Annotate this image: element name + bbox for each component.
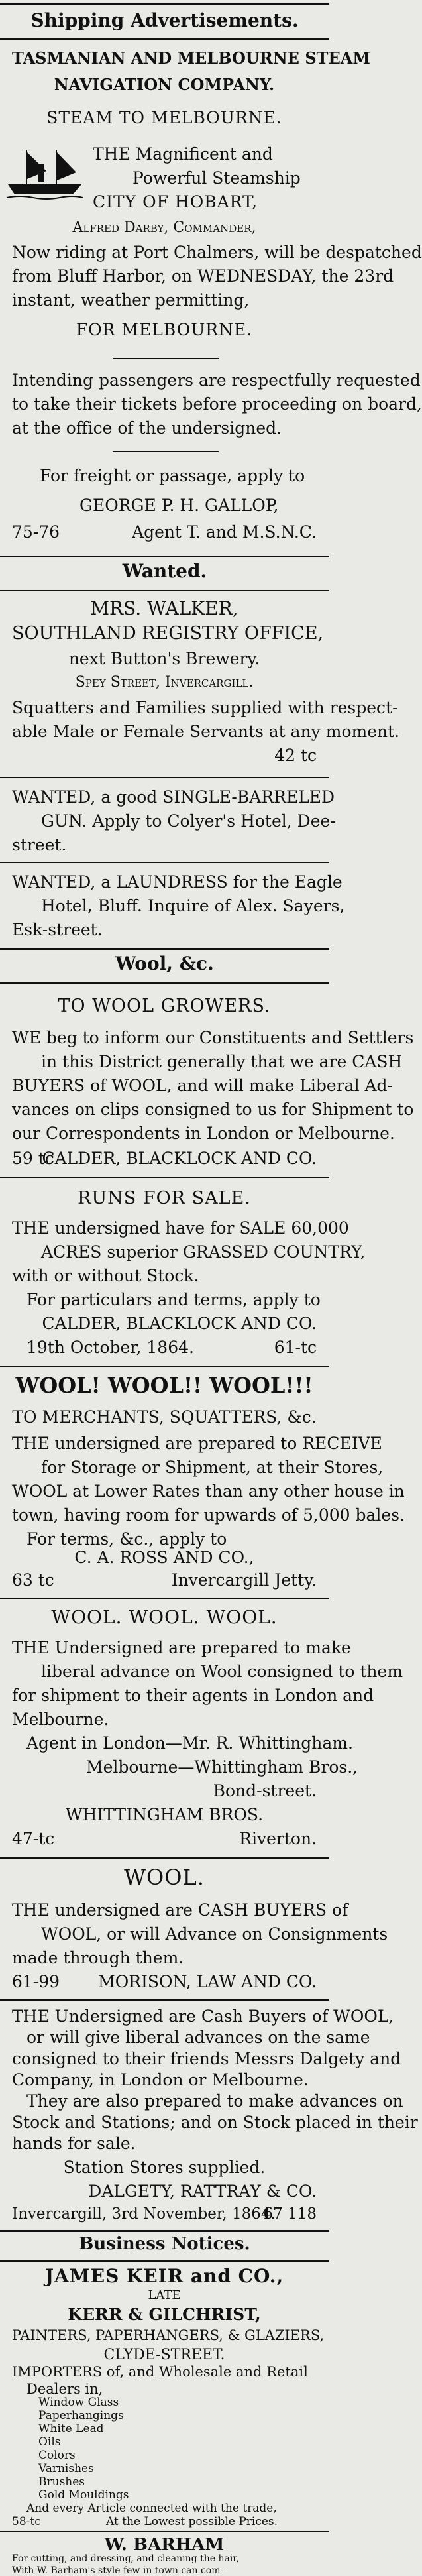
runs-body-1: THE undersigned have for SALE 60,000 bbox=[12, 1218, 349, 1238]
whittingham-rule bbox=[0, 1857, 329, 1859]
keir-item-2: Paperhangings bbox=[38, 2409, 124, 2422]
runs-body-3: with or without Stock. bbox=[12, 1266, 199, 1285]
whittingham-body-1: THE Undersigned are prepared to make bbox=[12, 1638, 351, 1657]
wanted-rule bbox=[0, 590, 329, 591]
growers-body-5: our Correspondents in London or Melbourne. bbox=[12, 1124, 395, 1143]
ross-sign: C. A. ROSS AND CO., bbox=[74, 1548, 254, 1567]
whittingham-agent-2: Melbourne—Whittingham Bros., bbox=[86, 1757, 358, 1777]
keir-firm: KERR & GILCHRIST, bbox=[68, 2305, 261, 2324]
whittingham-sign: WHITTINGHAM BROS. bbox=[65, 1805, 264, 1824]
barham-body-1: For cutting, and dressing, and cleaning the hair, bbox=[12, 2553, 239, 2564]
runs-body-2: ACRES superior GRASSED COUNTRY, bbox=[41, 1242, 366, 1261]
runs-title: RUNS FOR SALE. bbox=[78, 1188, 251, 1208]
whittingham-agent-3: Bond-street. bbox=[213, 1781, 317, 1800]
laundress-line-1: WANTED, a LAUNDRESS for the Eagle bbox=[12, 872, 343, 892]
walker-body-1: Squatters and Families supplied with respect- bbox=[12, 698, 398, 717]
whittingham-ref: 47-tc bbox=[12, 1829, 55, 1848]
growers-body-1: WE beg to inform our Constituents and Settlers bbox=[12, 1028, 414, 1047]
keir-trade: PAINTERS, PAPERHANGERS, & GLAZIERS, bbox=[12, 2327, 325, 2343]
shipping-header: Shipping Advertisements. bbox=[30, 9, 299, 31]
keir-item-8: Gold Mouldings bbox=[38, 2488, 129, 2502]
shipping-rule bbox=[0, 38, 329, 40]
dalgety-body-5: They are also prepared to make advances on bbox=[26, 2091, 403, 2111]
keir-item-7: Brushes bbox=[38, 2475, 85, 2488]
wool-rule bbox=[0, 982, 329, 984]
business-rule-top bbox=[0, 2230, 329, 2232]
wool-rule-top bbox=[0, 948, 329, 950]
whittingham-body-3: for shipment to their agents in London and bbox=[12, 1686, 374, 1705]
tasmanian-agent-name: GEORGE P. H. GALLOP, bbox=[79, 496, 279, 515]
dalgety-body-2: or will give liberal advances on the same bbox=[26, 2028, 370, 2047]
ross-body-2: for Storage or Shipment, at their Stores, bbox=[41, 1458, 384, 1477]
keir-rule bbox=[0, 2531, 329, 2532]
keir-item-5: Colors bbox=[38, 2449, 76, 2462]
whittingham-place: Riverton. bbox=[239, 1829, 317, 1848]
ross-ref: 63 tc bbox=[12, 1570, 54, 1590]
steamship-icon bbox=[7, 145, 83, 201]
tasmanian-body-1: Now riding at Port Chalmers, will be despatched bbox=[12, 243, 422, 262]
growers-body-3: BUYERS of WOOL, and will make Liberal Ad- bbox=[12, 1076, 394, 1095]
keir-late: LATE bbox=[148, 2288, 181, 2302]
tasmanian-line2: Powerful Steamship bbox=[132, 168, 301, 188]
growers-sign: CALDER, BLACKLOCK AND CO. bbox=[42, 1149, 317, 1168]
morison-ref: 61-99 bbox=[12, 1972, 60, 1991]
wanted-rule-top bbox=[0, 556, 329, 557]
morison-body-2: WOOL, or will Advance on Consignments bbox=[41, 1924, 388, 1944]
barham-title: W. BARHAM bbox=[104, 2535, 225, 2555]
dalgety-body-4: Company, in London or Melbourne. bbox=[12, 2070, 309, 2089]
ross-place: Invercargill Jetty. bbox=[171, 1570, 317, 1590]
keir-ref: 58-tc bbox=[12, 2515, 41, 2528]
walker-body-2: able Male or Female Servants at any moment. bbox=[12, 722, 400, 741]
gun-line-3: street. bbox=[12, 835, 67, 854]
tasmanian-divider bbox=[113, 358, 219, 359]
growers-ref: 59 tc bbox=[12, 1149, 54, 1168]
keir-intro-2: Dealers in, bbox=[26, 2381, 103, 2397]
runs-sign: CALDER, BLACKLOCK AND CO. bbox=[42, 1314, 317, 1333]
walker-street: Spey Street, Invercargill. bbox=[75, 674, 254, 691]
whittingham-agent-1: Agent in London—Mr. R. Whittingham. bbox=[26, 1733, 353, 1753]
runs-date: 19th October, 1864. bbox=[26, 1338, 194, 1357]
runs-ref: 61-tc bbox=[274, 1338, 317, 1357]
tasmanian-freight: For freight or passage, apply to bbox=[40, 466, 305, 485]
keir-street: CLYDE-STREET. bbox=[103, 2347, 225, 2363]
ross-body-4: town, having room for upwards of 5,000 bales. bbox=[12, 1505, 405, 1525]
keir-title: JAMES KEIR and CO., bbox=[44, 2265, 284, 2287]
business-rule bbox=[0, 2260, 329, 2262]
ross-body-1: THE undersigned are prepared to RECEIVE bbox=[12, 1434, 382, 1453]
wanted-header: Wanted. bbox=[122, 560, 207, 582]
morison-rule bbox=[0, 1999, 329, 2001]
walker-ref: 42 tc bbox=[274, 746, 317, 765]
walker-name: MRS. WALKER, bbox=[90, 597, 238, 619]
keir-intro-1: IMPORTERS of, and Wholesale and Retail bbox=[12, 2364, 308, 2380]
ross-subtitle: TO MERCHANTS, SQUATTERS, &c. bbox=[12, 1407, 317, 1427]
top-rule bbox=[0, 3, 329, 5]
morison-title: WOOL. bbox=[124, 1865, 205, 1890]
keir-item-4: Oils bbox=[38, 2435, 61, 2449]
keir-close-1: And every Article connected with the trade, bbox=[26, 2502, 277, 2515]
tasmanian-destination: FOR MELBOURNE. bbox=[76, 320, 253, 339]
runs-rule bbox=[0, 1366, 329, 1367]
laundress-line-3: Esk-street. bbox=[12, 920, 103, 939]
tasmanian-body-3: instant, weather permitting, bbox=[12, 290, 250, 310]
whittingham-title: WOOL. WOOL. WOOL. bbox=[51, 1606, 278, 1628]
gun-rule bbox=[0, 862, 329, 863]
ross-rule bbox=[0, 1598, 329, 1599]
ross-body-3: WOOL at Lower Rates than any other house in bbox=[12, 1482, 405, 1501]
dalgety-body-3: consigned to their friends Messrs Dalgety and bbox=[12, 2049, 401, 2068]
whittingham-body-2: liberal advance on Wool consigned to them bbox=[41, 1662, 403, 1681]
dalgety-ref: 67 118 bbox=[263, 2205, 317, 2223]
tasmanian-ref: 75-76 bbox=[12, 522, 60, 542]
wool-header: Wool, &c. bbox=[115, 953, 214, 974]
dalgety-body-1: THE Undersigned are Cash Buyers of WOOL, bbox=[12, 2007, 394, 2026]
morison-body-1: THE undersigned are CASH BUYERS of bbox=[12, 1901, 348, 1920]
dalgety-body-7: hands for sale. bbox=[12, 2134, 136, 2153]
tasmanian-commander: Alfred Darby, Commander, bbox=[72, 219, 256, 236]
gun-line-1: WANTED, a good SINGLE-BARRELED bbox=[12, 788, 335, 807]
tasmanian-note-1: Intending passengers are respectfully requested bbox=[12, 371, 421, 390]
tasmanian-route: STEAM TO MELBOURNE. bbox=[46, 108, 282, 127]
tasmanian-title: TASMANIAN AND MELBOURNE STEAM bbox=[12, 48, 370, 68]
growers-rule bbox=[0, 1177, 329, 1178]
whittingham-body-4: Melbourne. bbox=[12, 1710, 109, 1729]
walker-next: next Button's Brewery. bbox=[68, 649, 260, 668]
dalgety-stores: Station Stores supplied. bbox=[63, 2158, 266, 2177]
tasmanian-agent-title: Agent T. and M.S.N.C. bbox=[132, 522, 317, 542]
growers-body-4: vances on clips consigned to us for Shipment to bbox=[12, 1100, 414, 1119]
walker-rule bbox=[0, 777, 329, 778]
ross-title: WOOL! WOOL!! WOOL!!! bbox=[15, 1373, 313, 1398]
tasmanian-divider-2 bbox=[113, 451, 219, 452]
tasmanian-body-2: from Bluff Harbor, on WEDNESDAY, the 23rd bbox=[12, 266, 394, 286]
barham-body-2: With W. Barham's style few in town can com- bbox=[12, 2565, 224, 2576]
tasmanian-note-3: at the office of the undersigned. bbox=[12, 418, 282, 438]
dalgety-body-6: Stock and Stations; and on Stock placed in their bbox=[12, 2113, 418, 2132]
keir-item-6: Varnishes bbox=[38, 2462, 94, 2475]
laundress-line-2: Hotel, Bluff. Inquire of Alex. Sayers, bbox=[41, 896, 345, 915]
gun-line-2: GUN. Apply to Colyer's Hotel, Dee- bbox=[41, 811, 336, 831]
keir-close-2: At the Lowest possible Prices. bbox=[106, 2515, 278, 2528]
walker-office: SOUTHLAND REGISTRY OFFICE, bbox=[12, 623, 324, 644]
keir-item-1: Window Glass bbox=[38, 2396, 119, 2409]
runs-body-4: For particulars and terms, apply to bbox=[26, 1290, 321, 1309]
tasmanian-line1: THE Magnificent and bbox=[93, 145, 273, 164]
dalgety-date: Invercargill, 3rd November, 1864. bbox=[12, 2205, 276, 2223]
morison-sign: MORISON, LAW AND CO. bbox=[98, 1972, 317, 1991]
business-header: Business Notices. bbox=[79, 2234, 250, 2254]
growers-body-2: in this District generally that we are CASH bbox=[41, 1052, 403, 1071]
growers-title: TO WOOL GROWERS. bbox=[58, 996, 271, 1016]
tasmanian-line3: CITY OF HOBART, bbox=[93, 192, 258, 211]
dalgety-sign: DALGETY, RATTRAY & CO. bbox=[88, 2182, 317, 2201]
keir-item-3: White Lead bbox=[38, 2422, 104, 2435]
tasmanian-note-2: to take their tickets before proceeding on board, bbox=[12, 394, 422, 414]
ross-body-5: For terms, &c., apply to bbox=[26, 1529, 227, 1549]
tasmanian-subtitle: NAVIGATION COMPANY. bbox=[54, 75, 275, 94]
morison-body-3: made through them. bbox=[12, 1948, 184, 1967]
